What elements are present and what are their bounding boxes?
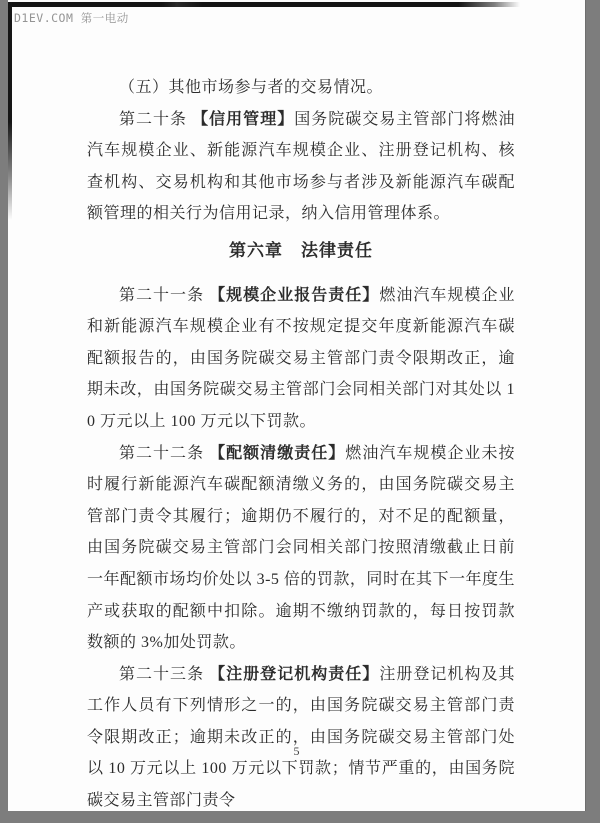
clause-number: 第二十一条 [119,286,210,304]
clause-paragraph [87,659,515,817]
clause-paragraph [87,72,515,104]
document-page [8,0,586,811]
clause-title: 【规模企业报告责任】 [209,286,380,304]
clause-title: 【注册登记机构责任】 [209,665,380,683]
clause-paragraph [87,280,515,438]
scan-artifact-top-edge [8,2,520,7]
clause-body: 其他市场参与者的交易情况。 [168,79,384,96]
clause-title: 【配额清缴责任】 [209,444,346,462]
chapter-heading: 第六章 法律责任 [229,240,373,260]
clause-body: 注册登记机构及其工作人员有下列情形之一的，由国务院碳交易主管部门责令限期改正；逾期未改正的，由国务院碳交易主管部门处以 10 万元以上 100 万元以下罚款；情节严重的，由国务院碳交易主管部门责令 [87,665,515,810]
clause-body: 国务院碳交易主管部门将燃油汽车规模企业、新能源汽车规模企业、注册登记机构、核查机构、交易机构和其他市场参与者涉及新能源汽车碳配额管理的相关行为信用记录，纳入信用管理体系。 [87,110,515,223]
clause-title: 【信用管理】 [192,110,295,128]
clause-paragraph [87,438,515,659]
page-number: 5 [293,744,300,758]
clause-number: 第二十条 [119,110,193,128]
watermark: D1EV.COM 第一电动 [14,11,129,25]
clause-paragraph [87,104,515,230]
clause-body: 燃油汽车规模企业和新能源汽车规模企业有不按规定提交年度新能源汽车碳配额报告的，由国务院碳交易主管部门责令限期改正，逾期未改，由国务院碳交易主管部门会同相关部门对其处以 10 万元以上 100 万元以下罚款。 [87,286,515,430]
clause-number: （五） [119,79,169,96]
document-body [87,72,515,817]
clause-number: 第二十二条 [119,444,210,462]
scan-artifact-left-edge [8,2,12,220]
clause-number: 第二十三条 [119,665,210,683]
clause-body: 燃油汽车规模企业未按时履行新能源汽车碳配额清缴义务的，由国务院碳交易主管部门责令其履行；逾期仍不履行的，对不足的配额量，由国务院碳交易主管部门会同相关部门按照清缴截止日前一年配额市场均价处以 3-5 倍的罚款，同时在其下一年度生产或获取的配额中扣除。逾期不缴纳罚款的，每日按罚款数额的 3%加处罚款。 [87,444,515,652]
